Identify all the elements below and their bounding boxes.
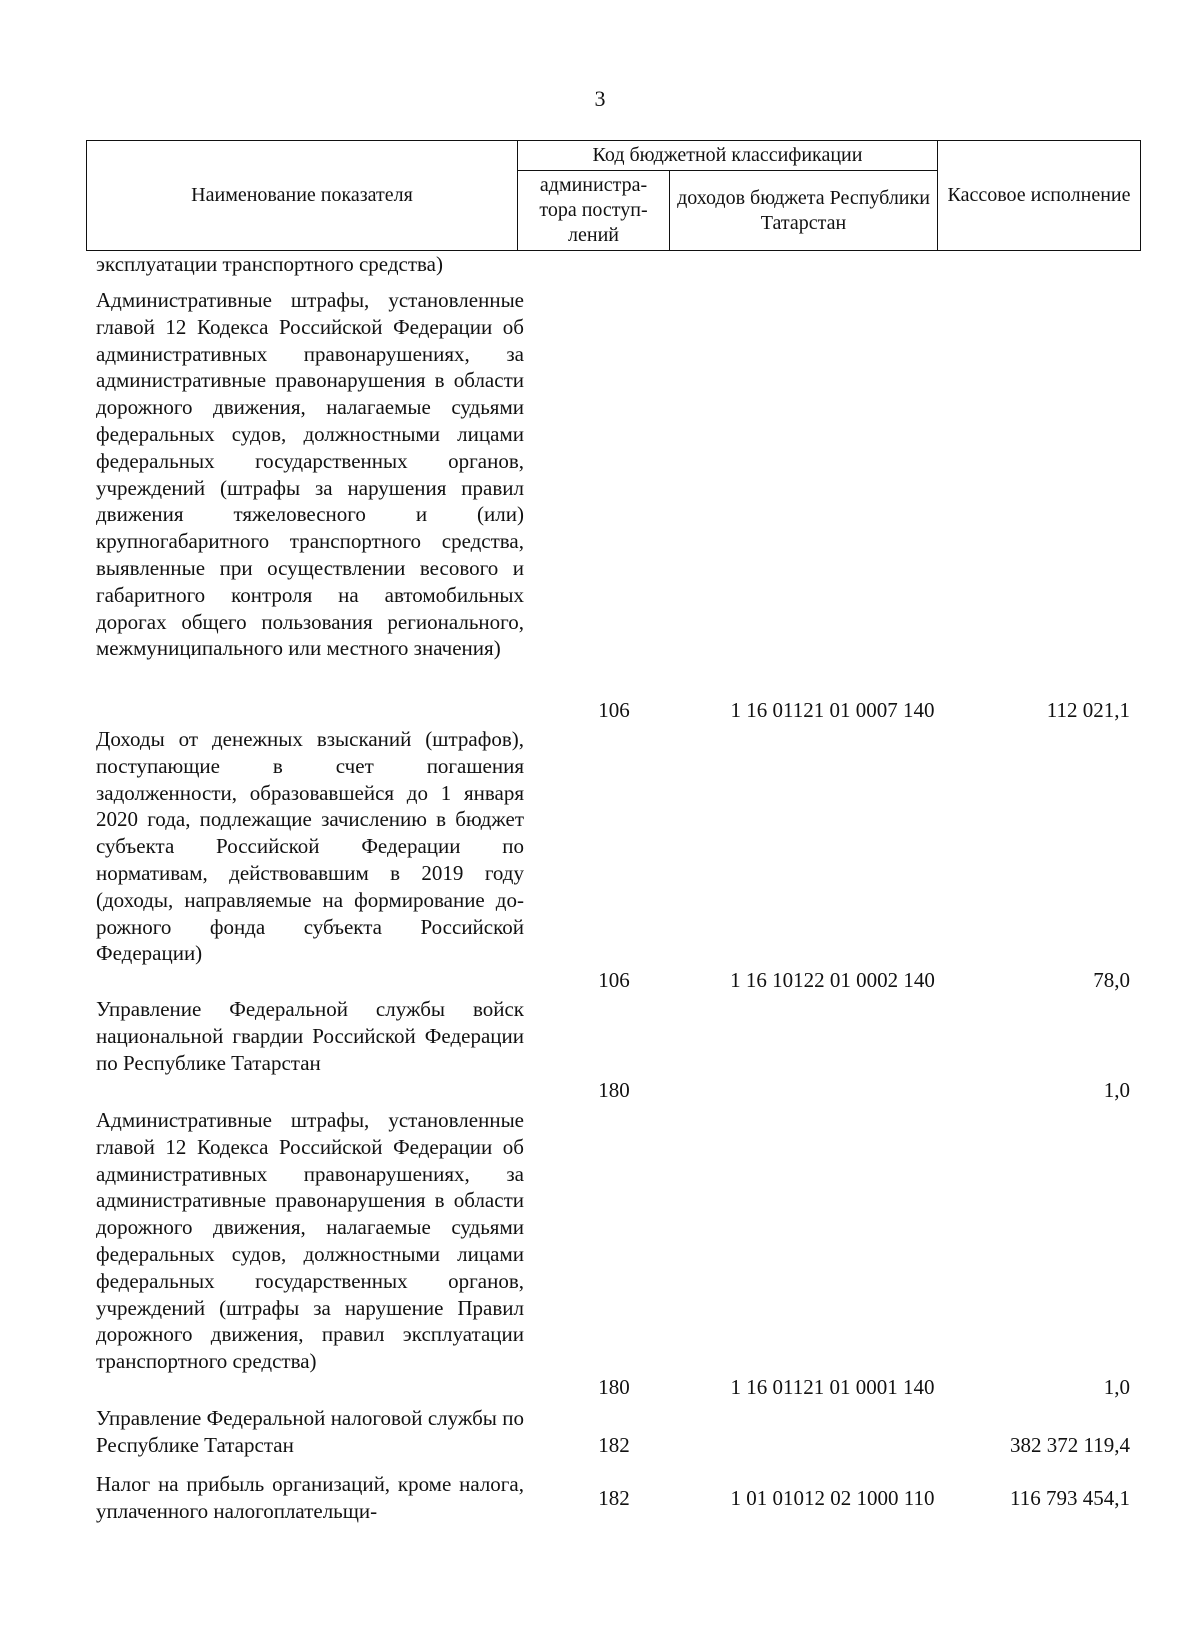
row-amount: 382 372 119,4 bbox=[1010, 1433, 1130, 1457]
header-execution: Кассовое исполнение bbox=[938, 141, 1141, 251]
header-income: доходов бюджета Республики Татарстан bbox=[670, 171, 938, 251]
row-amount: 1,0 bbox=[1103, 1078, 1130, 1102]
header-admin: администра-тора поступ-лений bbox=[518, 171, 670, 251]
row-amount: 78,0 bbox=[1093, 968, 1130, 992]
row-budget-code: 1 16 01121 01 0001 140 bbox=[730, 1375, 935, 1399]
row-admin-code: 180 bbox=[598, 1078, 630, 1102]
row-name: Налог на прибыль организаций, кроме налога, уплаченного налогоплательщи- bbox=[96, 1472, 524, 1523]
row-budget-code: 1 16 01121 01 0007 140 bbox=[730, 698, 935, 722]
row-budget-code: 1 01 01012 02 1000 110 bbox=[730, 1486, 935, 1510]
row-amount: 1,0 bbox=[1103, 1375, 1130, 1399]
row-admin-code: 106 bbox=[598, 968, 630, 992]
row-amount: 116 793 454,1 bbox=[1010, 1486, 1130, 1510]
header-code-group: Код бюджетной классификации bbox=[518, 141, 938, 171]
row-admin-code: 182 bbox=[598, 1433, 630, 1457]
row-name: эксплуатации транспортного средства) bbox=[96, 252, 443, 276]
row-budget-code: 1 16 10122 01 0002 140 bbox=[730, 968, 935, 992]
row-name: Управление Федеральной налоговой службы по Республике Татарстан bbox=[96, 1406, 524, 1457]
page-number: 3 bbox=[594, 86, 606, 111]
row-name: Административные штрафы, установленные главой 12 Кодекса Российской Федерации об административных правонарушениях, за административные правонарушения в области дорожного движения, налагаемые судьями федеральных судов, должностными лицами федеральных государственных органов, учреждений (штрафы за нарушения правил движения тяжеловесного и (или) крупногабаритного транспортного средства, выявленные при осуществлении весового и габаритного контроля на автомобильных дорогах общего пользования регионального, межмуниципального или местного значения) bbox=[96, 288, 524, 661]
row-name: Административные штрафы, установленные главой 12 Кодекса Российской Федерации об административных правонарушениях, за административные правонарушения в области дорожного движения, налагаемые судьями федеральных судов, должностными лицами федеральных государственных органов, учреждений (штрафы за нарушение Правил дорожного движения, правил эксплуатации транспортного средства) bbox=[96, 1108, 524, 1374]
row-admin-code: 106 bbox=[598, 698, 630, 722]
table-header bbox=[86, 140, 1141, 251]
row-amount: 112 021,1 bbox=[1046, 698, 1130, 722]
row-admin-code: 182 bbox=[598, 1486, 630, 1510]
row-name: Доходы от денежных взысканий (штрафов), поступающие в счет погашения задолженности, образовавшейся до 1 января 2020 года, подлежащие зачислению в бюджет субъекта Российской Федерации по нормативам, действовавшим в 2019 году (доходы, направляемые на формирование дорожного фонда субъекта Российской Федерации) bbox=[96, 727, 524, 966]
row-name: Управление Федеральной службы войск национальной гвардии Российской Федерации по Республике Татарстан bbox=[96, 997, 524, 1075]
row-admin-code: 180 bbox=[598, 1375, 630, 1399]
header-name: Наименование показателя bbox=[87, 141, 518, 251]
